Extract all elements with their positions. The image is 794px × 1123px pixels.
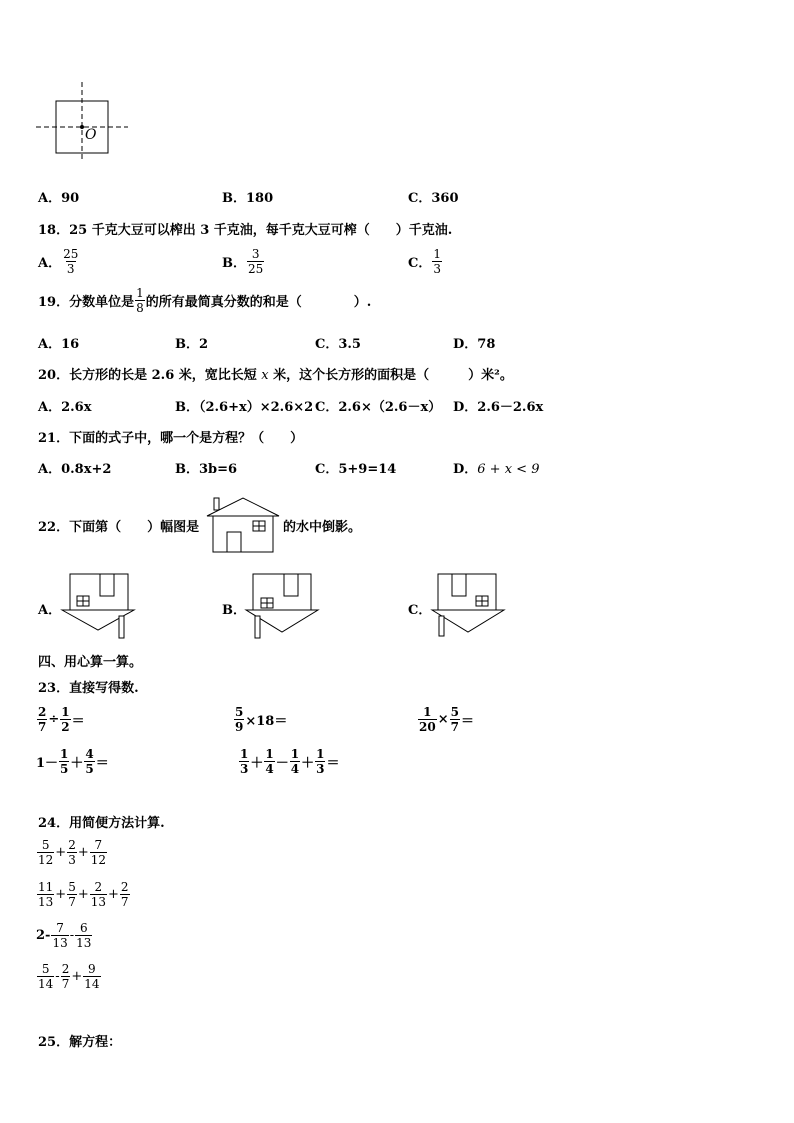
house-figure <box>205 494 285 554</box>
q24-expr-3[interactable] <box>36 922 93 949</box>
operator: ÷ <box>48 712 60 727</box>
q17-option-b[interactable]: B．180 <box>222 191 274 206</box>
q23-expr-4[interactable] <box>36 748 109 775</box>
operator: + <box>71 969 83 984</box>
fraction: $\frac{7}{12}$ <box>90 838 107 867</box>
q20-option-d[interactable]: D．2.6－2.6x <box>453 400 544 415</box>
q18-option-a[interactable] <box>38 248 80 275</box>
fraction: $\frac{2}{7}$ <box>120 880 129 909</box>
q21-question: 21．下面的式子中，哪一个是方程？（ ） <box>38 431 304 446</box>
fraction: $\frac{7}{13}$ <box>52 921 68 950</box>
fraction: $\frac{2}{13}$ <box>90 880 107 909</box>
q20-text-a: 20．长方形的长是 2.6 米，宽比长短 <box>38 368 262 383</box>
operator: - <box>69 928 75 943</box>
fraction: $\frac{2}{7}$ <box>61 962 70 991</box>
reflection-figure-c[interactable] <box>430 568 510 643</box>
option-label: C． <box>408 256 432 271</box>
q19-option-d[interactable]: D．78 <box>453 337 496 352</box>
q22-option-c[interactable]: C． <box>408 603 432 618</box>
fraction: $\frac{5}{7}$ <box>450 705 459 734</box>
q23-title: 23．直接写得数. <box>38 681 139 696</box>
operator: + <box>108 887 119 902</box>
q21-option-a[interactable]: A．0.8x+2 <box>38 462 112 477</box>
q24-expr-1[interactable] <box>36 839 108 866</box>
q19-option-a[interactable]: A．16 <box>38 337 80 352</box>
fraction: $\frac{3}{25}$ <box>248 247 264 276</box>
q22-text-pre: 22．下面第（ ）幅图是 <box>38 520 200 535</box>
q19-text-post: 的所有最简真分数的和是（ ）. <box>145 295 372 310</box>
operator: ＋ <box>70 756 84 771</box>
option-label: A． <box>38 256 62 271</box>
fraction: $\frac{1}{4}$ <box>265 747 274 776</box>
q19-option-b[interactable]: B．2 <box>175 337 209 352</box>
fraction: $\frac{1}{3}$ <box>433 247 441 276</box>
q21-option-b[interactable]: B．3b=6 <box>175 462 238 477</box>
q23-expr-3[interactable] <box>417 706 474 733</box>
q25-title: 25．解方程： <box>38 1035 122 1050</box>
q19-question <box>38 287 371 314</box>
fraction: $\frac{5}{12}$ <box>38 838 54 867</box>
q20-option-b[interactable]: B．（2.6+x）×2.6×2 <box>175 400 314 415</box>
q20-question <box>38 364 513 383</box>
option-label: D． <box>453 462 478 477</box>
fraction: $\frac{2}{3}$ <box>68 838 76 867</box>
fraction: $\frac{6}{13}$ <box>76 921 92 950</box>
option-label: B． <box>222 256 246 271</box>
q18-option-b[interactable] <box>222 248 265 275</box>
operator: + <box>55 845 67 860</box>
operator: ＋ <box>301 756 315 771</box>
q21-option-c[interactable]: C．5+9=14 <box>315 462 397 477</box>
fraction: $\frac{2}{7}$ <box>38 705 47 734</box>
q17-option-c[interactable]: C．360 <box>408 191 459 206</box>
operator: × <box>437 712 449 727</box>
q23-expr-2[interactable] <box>233 706 287 733</box>
q20-option-a[interactable]: A．2.6x <box>38 400 92 415</box>
q24-expr-2[interactable] <box>36 881 131 908</box>
q17-option-a[interactable]: A．90 <box>38 191 80 206</box>
point-o-label: O <box>85 127 97 143</box>
equals: ＝ <box>460 714 474 729</box>
q24-title: 24．用简便方法计算. <box>38 816 165 831</box>
fraction: $\frac{1}{4}$ <box>290 747 300 776</box>
q24-expr-4[interactable] <box>36 963 102 990</box>
leading-term: 1－ <box>36 756 59 771</box>
q20-text-b: 米，这个长方形的面积是（ ）米²。 <box>268 368 513 383</box>
equals: ＝ <box>71 714 85 729</box>
fraction: $\frac{9}{14}$ <box>84 962 100 991</box>
fraction: $\frac{1}{8}$ <box>136 286 144 315</box>
q19-text-pre: 19．分数单位是 <box>38 295 135 310</box>
reflection-figure-a[interactable] <box>60 568 140 643</box>
q23-expr-1[interactable] <box>36 706 85 733</box>
fraction: $\frac{5}{9}$ <box>235 705 244 734</box>
q22-option-a[interactable]: A． <box>38 603 62 618</box>
fraction: $\frac{4}{5}$ <box>85 747 94 776</box>
option-expression: 6 + x < 9 <box>477 462 540 477</box>
fraction: $\frac{11}{13}$ <box>38 880 54 909</box>
rotation-figure <box>36 82 136 160</box>
operator: + <box>77 845 89 860</box>
equals: ＝ <box>326 756 340 771</box>
fraction: $\frac{1}{3}$ <box>316 747 325 776</box>
fraction: $\frac{1}{5}$ <box>60 747 69 776</box>
fraction: $\frac{1}{2}$ <box>61 705 70 734</box>
equals: ＝ <box>95 756 109 771</box>
q20-option-c[interactable]: C．2.6×（2.6－x） <box>315 400 442 415</box>
q18-option-c[interactable] <box>408 248 443 275</box>
variable-x: x <box>261 368 269 383</box>
section-4-title: 四、用心算一算。 <box>38 655 143 670</box>
fraction: $\frac{5}{7}$ <box>68 880 76 909</box>
operator: + <box>55 887 67 902</box>
q21-option-d[interactable] <box>453 458 539 477</box>
fraction: $\frac{25}{3}$ <box>63 247 79 276</box>
reflection-figure-b[interactable] <box>244 570 324 645</box>
operator: ×18＝ <box>245 714 288 729</box>
leading-term: 2- <box>36 928 51 943</box>
q23-expr-5[interactable] <box>238 748 340 775</box>
q22-option-b[interactable]: B． <box>222 603 246 618</box>
operator: - <box>55 969 60 984</box>
q18-question: 18．25 千克大豆可以榨出 3 千克油，每千克大豆可榨（ ）千克油. <box>38 223 453 238</box>
q22-text-post: 的水中倒影。 <box>283 520 362 535</box>
fraction: $\frac{5}{14}$ <box>38 962 54 991</box>
operator: ＋ <box>250 756 264 771</box>
q19-option-c[interactable]: C．3.5 <box>315 337 361 352</box>
fraction: $\frac{1}{20}$ <box>419 705 436 734</box>
fraction: $\frac{1}{3}$ <box>240 747 249 776</box>
operator: － <box>275 756 289 771</box>
operator: + <box>77 887 89 902</box>
